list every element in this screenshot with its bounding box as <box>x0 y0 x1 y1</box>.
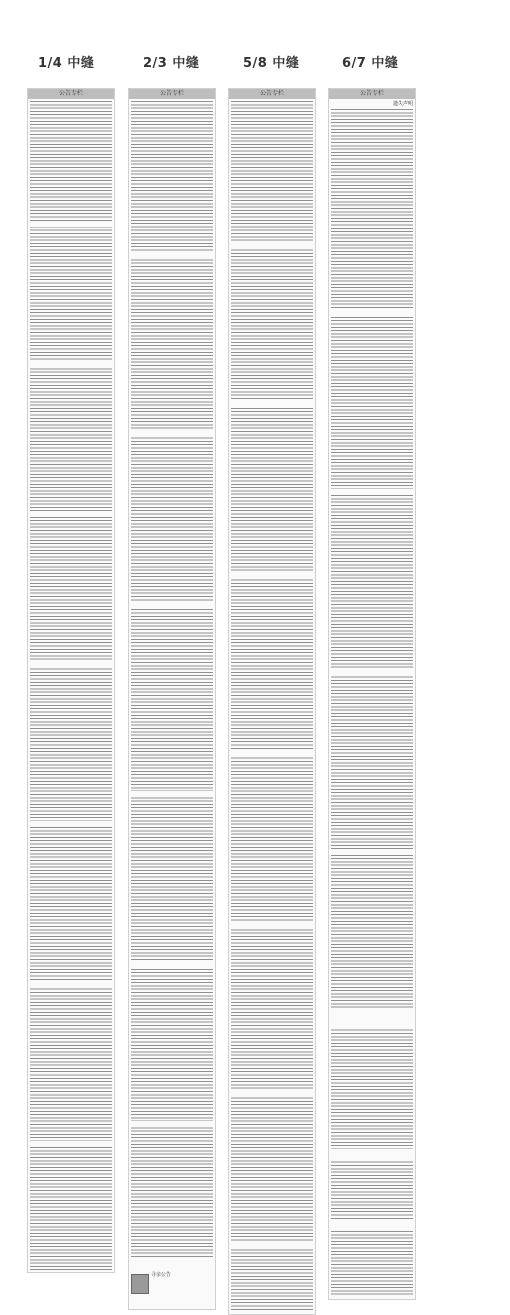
missing-person-caption: 寻亲公告 <box>151 1272 213 1278</box>
notice-column-1-4 <box>27 88 115 1273</box>
column-title: 公告专栏 <box>329 89 415 99</box>
notice-text-block <box>131 101 213 1259</box>
notice-text-block <box>30 101 112 1270</box>
notice-column-5-8 <box>228 88 316 1315</box>
notice-column-6-7 <box>328 88 416 1300</box>
lost-notice-subtitle: 遗失声明 <box>329 101 415 107</box>
missing-person-photo <box>131 1274 149 1294</box>
notice-column-2-3 <box>128 88 216 1310</box>
column-title: 公告专栏 <box>28 89 114 99</box>
heading-6-7: 6/7 中缝 <box>342 56 399 71</box>
heading-1-4: 1/4 中缝 <box>38 56 95 71</box>
notice-text-block <box>331 109 413 1297</box>
column-title: 公告专栏 <box>229 89 315 99</box>
heading-5-8: 5/8 中缝 <box>243 56 300 71</box>
notice-text-block <box>231 101 313 1312</box>
heading-2-3: 2/3 中缝 <box>143 56 200 71</box>
column-title: 公告专栏 <box>129 89 215 99</box>
